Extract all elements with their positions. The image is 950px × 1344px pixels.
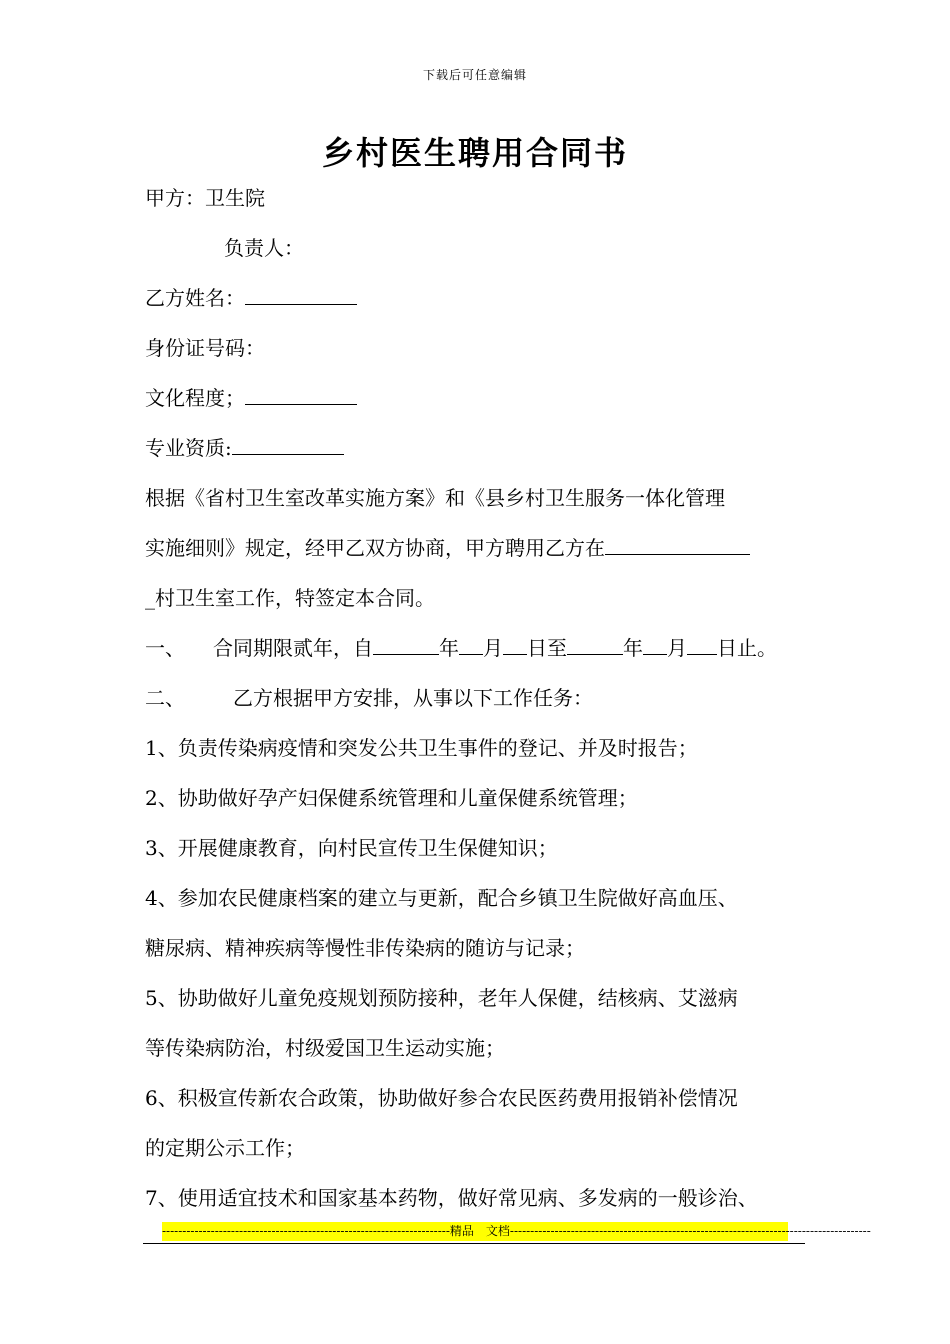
responsible-line: 负责人： [224,236,304,260]
paragraph-line-1: 根据《省村卫生室改革实施方案》和《县乡村卫生服务一体化管理 [145,486,725,510]
year-label-1: 年 [439,636,459,660]
year-blank-2 [567,634,623,655]
party-b-name-line [145,284,357,312]
education-line [145,384,357,412]
item-2-text: 乙方根据甲方安排，从事以下工作任务： [233,686,593,710]
footer-right-dashes: ----------------------------------------------------------------------------------------- [509,1224,871,1238]
paragraph-line-2 [145,534,750,562]
day-label-1: 日至 [527,636,567,660]
education-label: 文化程度； [145,386,245,410]
task-5-line-1: 5、协助做好儿童免疫规划预防接种，老年人保健，结核病、艾滋病 [145,986,738,1010]
party-b-name-label: 乙方姓名： [145,286,245,310]
month-blank-2 [643,634,667,655]
village-blank [605,534,750,555]
item-1-number: 一、 [145,636,185,660]
qualification-line [145,434,344,462]
footer-rule [143,1243,805,1244]
task-1: 1、负责传染病疫情和突发公共卫生事件的登记、并及时报告； [145,736,698,760]
task-7-line-1: 7、使用适宜技术和国家基本药物，做好常见病、多发病的一般诊治、 [145,1186,758,1210]
day-blank-1 [503,634,527,655]
day-blank-2 [687,634,717,655]
document-title: 乡村医生聘用合同书 [321,134,628,172]
task-5-line-2: 等传染病防治，村级爱国卫生运动实施； [145,1036,505,1060]
task-3: 3、开展健康教育，向村民宣传卫生保健知识； [145,836,558,860]
paragraph-line-3: _村卫生室工作，特签定本合同。 [145,586,435,610]
qualification-label: 专业资质: [145,436,232,460]
day-label-2: 日止。 [717,636,777,660]
task-6-line-1: 6、积极宣传新农合政策，协助做好参合农民医药费用报销补偿情况 [145,1086,738,1110]
year-label-2: 年 [623,636,643,660]
month-label-2: 月 [667,636,687,660]
year-blank-1 [373,634,439,655]
item-1-text: 合同期限贰年，自 [213,636,373,660]
month-label-1: 月 [483,636,503,660]
task-4-line-2: 糖尿病、精神疾病等慢性非传染病的随访与记录； [145,936,585,960]
footer-text: 精品 文档 [449,1224,510,1238]
item-2-number: 二、 [145,686,185,710]
party-a-line: 甲方：卫生院 [145,186,265,210]
task-2: 2、协助做好孕产妇保健系统管理和儿童保健系统管理； [145,786,638,810]
qualification-blank [232,434,344,455]
footer-left-dashes: ----------------------------------------------------------------------- [162,1224,450,1238]
month-blank-1 [459,634,483,655]
item-1 [145,634,777,662]
paragraph-line-2-text: 实施细则》规定，经甲乙双方协商，甲方聘用乙方在 [145,536,605,560]
task-6-line-2: 的定期公示工作； [145,1136,305,1160]
task-4-line-1: 4、参加农民健康档案的建立与更新，配合乡镇卫生院做好高血压、 [145,886,738,910]
id-line: 身份证号码： [145,336,265,360]
party-b-name-blank [245,284,357,305]
education-blank [245,384,357,405]
footer-banner [162,1222,871,1241]
header-note: 下载后可任意编辑 [422,68,527,82]
item-2 [145,684,593,712]
